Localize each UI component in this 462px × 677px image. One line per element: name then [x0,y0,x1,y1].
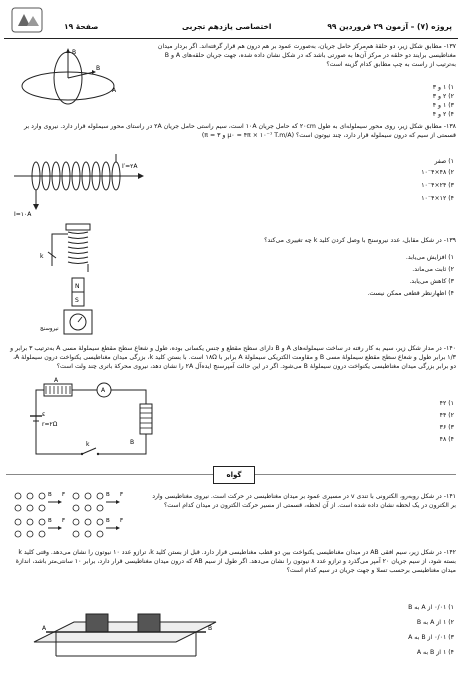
q138-option-4[interactable]: ۴) ۱۲×۱۰⁻۴ [421,195,454,202]
q138-option-3[interactable]: ۳) ۲۴×۱۰⁻۴ [421,182,454,189]
q138-option-2[interactable]: ۲) ۴۸×۱۰⁻۴ [421,169,454,176]
q137-option-4[interactable]: ۴) ۲ و ۴ [432,111,454,118]
q139-label-s: S [75,297,79,304]
q139-figure [38,222,118,342]
q140-label-sol-b: B [130,439,135,446]
q139-option-3[interactable]: ۳) کاهش می‌یابد. [409,278,454,285]
section-label: گواه [213,466,255,484]
q142-label-b: B [208,625,213,632]
question-137: ۱۳۷- مطابق شکل زیر، دو حلقهٔ هم‌مرکز حامل جریان، به‌صورت عمود بر هم درون هم قرار گرفته‌اند. اگر بردار میدان مغناطیسی برایند دو حلقه در مرکز آن‌ها به صورتی باشد که در شکل نشان داده شده، جهت جریان حلقه‌های A و B به‌ترتیب از راست به چپ مطابق کدام گزینه است؟ [157,43,456,69]
q140-label-ammeter: A [101,387,106,394]
question-142: ۱۴۲- در شکل زیر، سیم افقی AB در میدان مغناطیسی یکنواخت بین دو قطب مغناطیسی قرار دارد. قبل از بستن کلید k، ترازو عدد ۱۰ نیوتون را نشان می‌دهد. وقتی کلید k بسته شود، از سیم جریان ۲۰ آمپر می‌گذرد و ترازو عدد ۸ نیوتون را نشان می‌دهد. اگر طول از سیم AB که درون میدان مغناطیسی قرار دارد، برابر ۱۰ سانتی‌متر باشد، اندازهٔ میدان مغناطیسی برحسب تسلا و جهت جریان در سیم کدام است؟ [15,549,456,575]
q141-label-b4: B [106,518,110,524]
question-140: ۱۴۰- در مدار شکل زیر، سیم به کار رفته در ساخت سیملوله‌های A و B دارای سطح مقطع و جنس یکسانی بوده، طول و شعاع سطح مقطع سیملولهٔ مسی A به‌ترتیب ۳ برابر و ۱/۳ برابر طول و شعاع سطح مقطع سیملولهٔ مسی B و مقاومت الکتریکی سیملولهٔ A برابر با ۱۸Ω است. با بستن کلید k، بزرگی میدان مغناطیسی یکنواخت درون سیملولهٔ A، دو برابر بزرگی میدان مغناطیسی یکنواخت درون سیملولهٔ B می‌شود. اگر در این حالت آمپرسنج ایده‌آل ۲A را نشان دهد، نیروی محرکهٔ باتری چند ولت است؟ [10,345,456,371]
q142-option-4[interactable]: ۴) ۱ از B به A [416,649,454,656]
q137-label-b1: B [72,49,77,56]
school-logo-icon [10,6,46,34]
header-title: پروژه (۷) – آزمون ۲۹ فروردین ۹۹ [327,22,452,31]
q141-label-f4: F [120,518,124,524]
q139-label-k: k [40,253,44,260]
q139-label-n: N [75,283,80,290]
q140-option-1[interactable]: ۱) ۴۲ [439,400,454,407]
q138-label-iprime: I′=۲A [122,163,138,170]
q142-option-3[interactable]: ۳) ۰/۰۱ از B به A [408,634,454,641]
q139-option-2[interactable]: ۲) ثابت می‌ماند. [412,266,454,273]
question-139: ۱۳۹- در شکل مقابل، عدد نیروسنج با وصل کردن کلید k چه تغییری می‌کند؟ [264,237,456,244]
q137-option-2[interactable]: ۲) ۲ و ۳ [432,93,454,100]
q142-option-1[interactable]: ۱) ۰/۰۱ از A به B [408,604,454,611]
q138-solenoid-figure [14,150,154,220]
q138-option-1[interactable]: ۱) صفر [434,158,454,165]
q137-label-a: A [112,87,117,94]
q140-label-r: r=۲Ω [42,421,58,428]
q141-label-f3: F [62,518,66,524]
q141-label-b1: B [48,492,52,498]
page-number: صفحهٔ ۱۹ [64,22,99,31]
q141-label-f2: F [120,492,124,498]
q141-figure [12,490,138,538]
q140-circuit-figure [26,377,156,462]
question-138: ۱۳۸- مطابق شکل زیر، روی محور سیملوله‌ای به طول ۲۰cm که حامل جریان ۱۰A است، سیم راستی حامل جریان ۲A در راستای محور سیملوله قرار دارد. نیروی وارد بر قسمتی از سیم که درون سیملوله قرار دارد، چند نیوتون است؟ (μ۰ = ۴π × ۱۰⁻⁷ T.m/A و π = ۳) [23,123,456,140]
q137-option-1[interactable]: ۱) ۱ و ۳ [432,84,454,91]
q142-label-a: A [42,625,47,632]
q137-figure [12,42,132,112]
q141-label-f1: F [62,492,66,498]
q141-label-b3: B [48,518,52,524]
q138-label-i: I=۱۰A [14,211,32,218]
q140-label-sol-a: A [54,377,59,384]
q137-label-b2: B [96,65,101,72]
header-subtitle: اختصاصی یازدهم تجربی [182,22,272,31]
q140-option-4[interactable]: ۴) ۴۸ [439,436,454,443]
q142-option-2[interactable]: ۲) ۱ از A به B [416,619,454,626]
q142-figure [26,592,226,664]
q140-label-emf: ε [42,411,46,418]
q137-option-3[interactable]: ۳) ۱ و ۴ [432,102,454,109]
q140-option-2[interactable]: ۲) ۴۴ [439,412,454,419]
question-141: ۱۴۱- در شکل روبه‌رو، الکترونی با تندی v در مسیری عمود بر میدان مغناطیسی در حرکت است. نیروی مغناطیسی وارد بر الکترون در یک لحظه نشان داده شده است. از آن لحظه، قسمتی از مسیر حرکت الکترون در میدان کدام است؟ [152,493,456,510]
q140-label-k: k [86,441,90,448]
q139-label-scale: نیروسنج [40,326,59,332]
page-header [4,4,458,39]
q141-label-b2: B [106,492,110,498]
q140-option-3[interactable]: ۳) ۳۶ [439,424,454,431]
q139-option-4[interactable]: ۴) اظهارنظر قطعی ممکن نیست. [367,290,454,297]
q139-option-1[interactable]: ۱) افزایش می‌یابد. [405,254,454,261]
